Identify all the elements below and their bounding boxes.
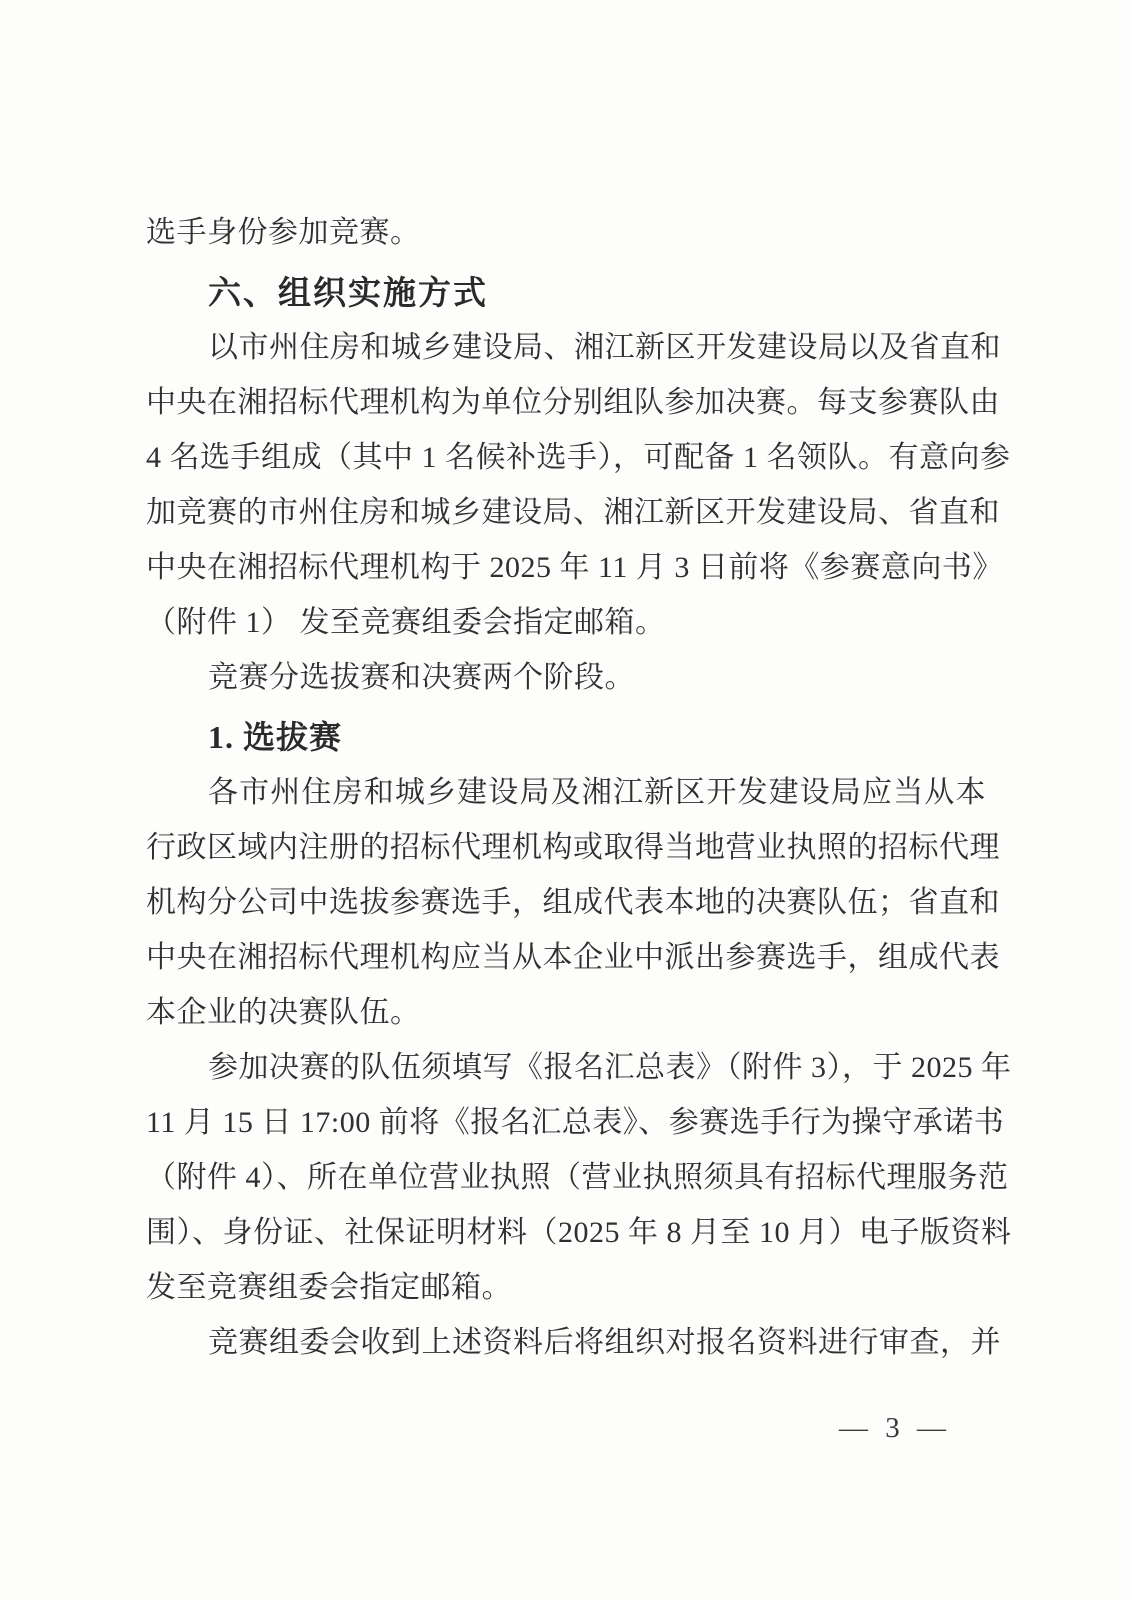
text-line: （附件 1） 发至竞赛组委会指定邮箱。 [146, 606, 666, 639]
text-line: 中央在湘招标代理机构应当从本企业中派出参赛选手，组成代表 [146, 941, 1000, 974]
text-line: 参加决赛的队伍须填写《报名汇总表》（附件 3），于 2025 年 [208, 1051, 1012, 1084]
text-line: 中央在湘招标代理机构为单位分别组队参加决赛。每支参赛队由 [146, 386, 1000, 419]
text-line: （附件 4）、所在单位营业执照（营业执照须具有招标代理服务范 [146, 1161, 1009, 1194]
text-line: 行政区域内注册的招标代理机构或取得当地营业执照的招标代理 [146, 831, 1000, 864]
text-line: 各市州住房和城乡建设局及湘江新区开发建设局应当从本 [208, 776, 986, 809]
text-line: 11 月 15 日 17:00 前将《报名汇总表》、参赛选手行为操守承诺书 [146, 1106, 1005, 1139]
text-line: 以市州住房和城乡建设局、湘江新区开发建设局以及省直和 [208, 331, 1001, 364]
text-line: 围）、身份证、社保证明材料（2025 年 8 月至 10 月）电子版资料 [146, 1216, 1012, 1249]
text-line: 4 名选手组成（其中 1 名候补选手），可配备 1 名领队。有意向参 [146, 441, 1011, 474]
text-line: 加竞赛的市州住房和城乡建设局、湘江新区开发建设局、省直和 [146, 496, 1000, 529]
document-body [146, 205, 1012, 1370]
text-line: 中央在湘招标代理机构于 2025 年 11 月 3 日前将《参赛意向书》 [146, 551, 1003, 584]
text-line: 本企业的决赛队伍。 [146, 996, 421, 1029]
section-heading: 1. 选拔赛 [208, 719, 343, 755]
page-number: — 3 — [839, 1412, 951, 1444]
text-line: 竞赛分选拔赛和决赛两个阶段。 [208, 661, 635, 694]
text-line: 机构分公司中选拔参赛选手，组成代表本地的决赛队伍；省直和 [146, 886, 1000, 919]
text-line: 竞赛组委会收到上述资料后将组织对报名资料进行审查，并 [208, 1326, 1001, 1359]
text-line: 发至竞赛组委会指定邮箱。 [146, 1271, 512, 1304]
section-heading: 六、组织实施方式 [208, 274, 488, 311]
text-line: 选手身份参加竞赛。 [146, 216, 421, 249]
